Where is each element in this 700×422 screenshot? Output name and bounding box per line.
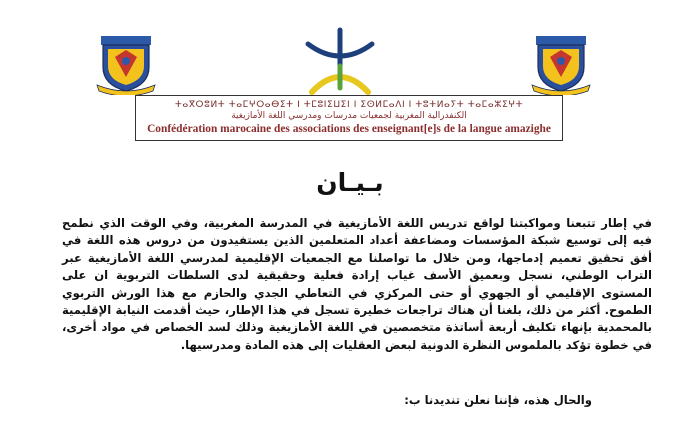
organization-header [135, 95, 563, 141]
org-name-tifinagh: ⵜⴰⴳⵔⵓⵍⵜ ⵜⴰⵎⵖⵔⴰⴱⵉⵜ ⵏ ⵜⵎⵓⵏⵉⵡⵉⵏ ⵏ ⵉⵙⵍⵎⴰⴷⵏ ⵏ ⵜⵓⵜⵍⴰⵢⵜ ⵜⴰⵎⴰⵣⵉⵖⵜ [174, 100, 524, 110]
statement-body [62, 215, 652, 354]
statement-title: بـيـان [316, 168, 384, 197]
statement-closing-line: والحال هذه، فإننا نعلن تنديدنا ب: [404, 393, 592, 407]
association-crest-left [95, 35, 157, 95]
org-name-arabic: الكنفدرالية المغربية لجمعيات مدرسات ومدرسي اللغة الأمازيغية [231, 111, 467, 121]
statement-paragraph: في إطار تتبعنا ومواكبتنا لواقع تدريس اللغة الأمازيغية في المدرسة المغربية، وفي الوقت الذي نطمح فيه إلى توسيع شبكة المؤسسات ومضاعفة أعداد المتعلمين الذين يستفيدون من دروس هذه اللغة في أفق تحقيق تعميم إدماجها، ومن خلال ما تواصلنا مع الجمعيات الإقليمية لمدرسي اللغة الأمازيغية عبر التراب الوطني، نسجل وبعميق الأسف غياب إرادة فعلية وحقيقية لدى السلطات التربوية ان على المستوى الإقليمي أو الجهوي أو حتى المركزي في التعاطي الجدي والحازم مع هذا الورش التربوي الطموح. أكثر من ذلك، بلغنا أن هناك تراجعات خطيرة تسجل في هذا الإطار، حيث أقدمت النيابة الإقليمية بالمحمدية بإنهاء تكليف أربعة أساتذة متخصصين في اللغة الأمازيغية وذلك لسد الخصاص في مواد أخرى، في خطوة تؤكد بالملموس النظرة الدونية لبعض العقليات إلى هذه المادة ومدرسيها. [62, 216, 652, 352]
association-crest-right [530, 35, 592, 95]
amazigh-yaz-logo [298, 26, 382, 96]
org-name-french: Confédération marocaine des associations des enseignant[e]s de la langue amazighe [147, 123, 551, 135]
